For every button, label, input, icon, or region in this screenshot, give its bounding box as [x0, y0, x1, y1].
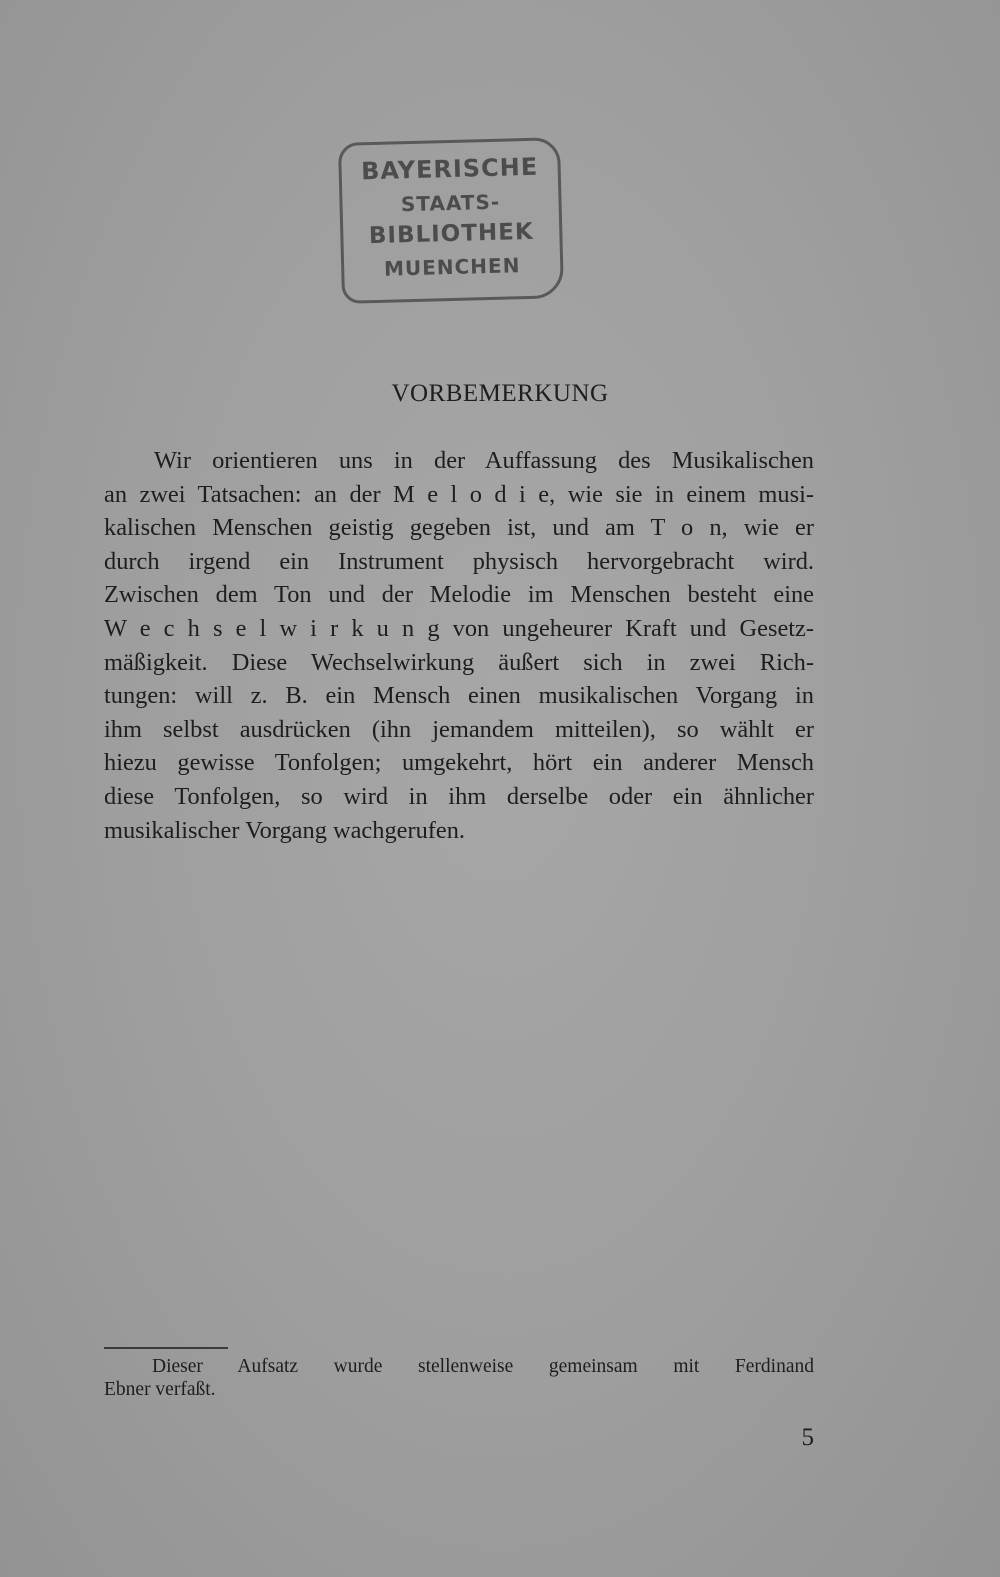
stamp-line: MUENCHEN [383, 253, 521, 281]
text-line: W e c h s e l w i r k u n g von ungeheurer Kraft und Gesetz- [104, 614, 814, 642]
text-line: diese Tonfolgen, so wird in ihm derselbe oder ein ähnlicher [104, 782, 814, 810]
text-line: mäßigkeit. Diese Wechselwirkung äußert sich in zwei Rich- [104, 648, 814, 676]
text-line: kalischen Menschen geistig gegeben ist, und am T o n, wie er [104, 514, 814, 542]
stamp-line: STAATS- [400, 189, 501, 217]
text-line: Wir orientieren uns in der Auffassung des Musikalischen [154, 447, 814, 474]
text-line: musikalischer Vorgang wachgerufen. [104, 816, 466, 844]
page-number: 5 [801, 1424, 814, 1451]
text-line: Zwischen dem Ton und der Melodie im Menschen besteht eine [104, 581, 814, 609]
footnote-line: Ebner verfaßt. [104, 1379, 216, 1400]
text-line: ihm selbst ausdrücken (ihn jemandem mitteilen), so wählt er [104, 715, 814, 743]
footnote-divider [104, 1347, 228, 1349]
footnote [104, 1355, 814, 1401]
text-line: hiezu gewisse Tonfolgen; umgekehrt, hört ein anderer Mensch [104, 749, 814, 777]
body-paragraph [104, 444, 814, 847]
footnote-line: Dieser Aufsatz wurde stellenweise gemeinsam mit Ferdinand [152, 1356, 814, 1377]
text-line: an zwei Tatsachen: an der M e l o d i e, wie sie in einem musi- [104, 480, 814, 508]
stamp-line: BIBLIOTHEK [368, 218, 535, 250]
text-line: tungen: will z. B. ein Mensch einen musikalischen Vorgang in [104, 682, 814, 710]
text-line: durch irgend ein Instrument physisch hervorgebracht wird. [104, 547, 814, 575]
stamp-line: BAYERISCHE [360, 152, 539, 186]
library-stamp [338, 137, 564, 304]
section-heading: VORBEMERKUNG [391, 380, 609, 407]
